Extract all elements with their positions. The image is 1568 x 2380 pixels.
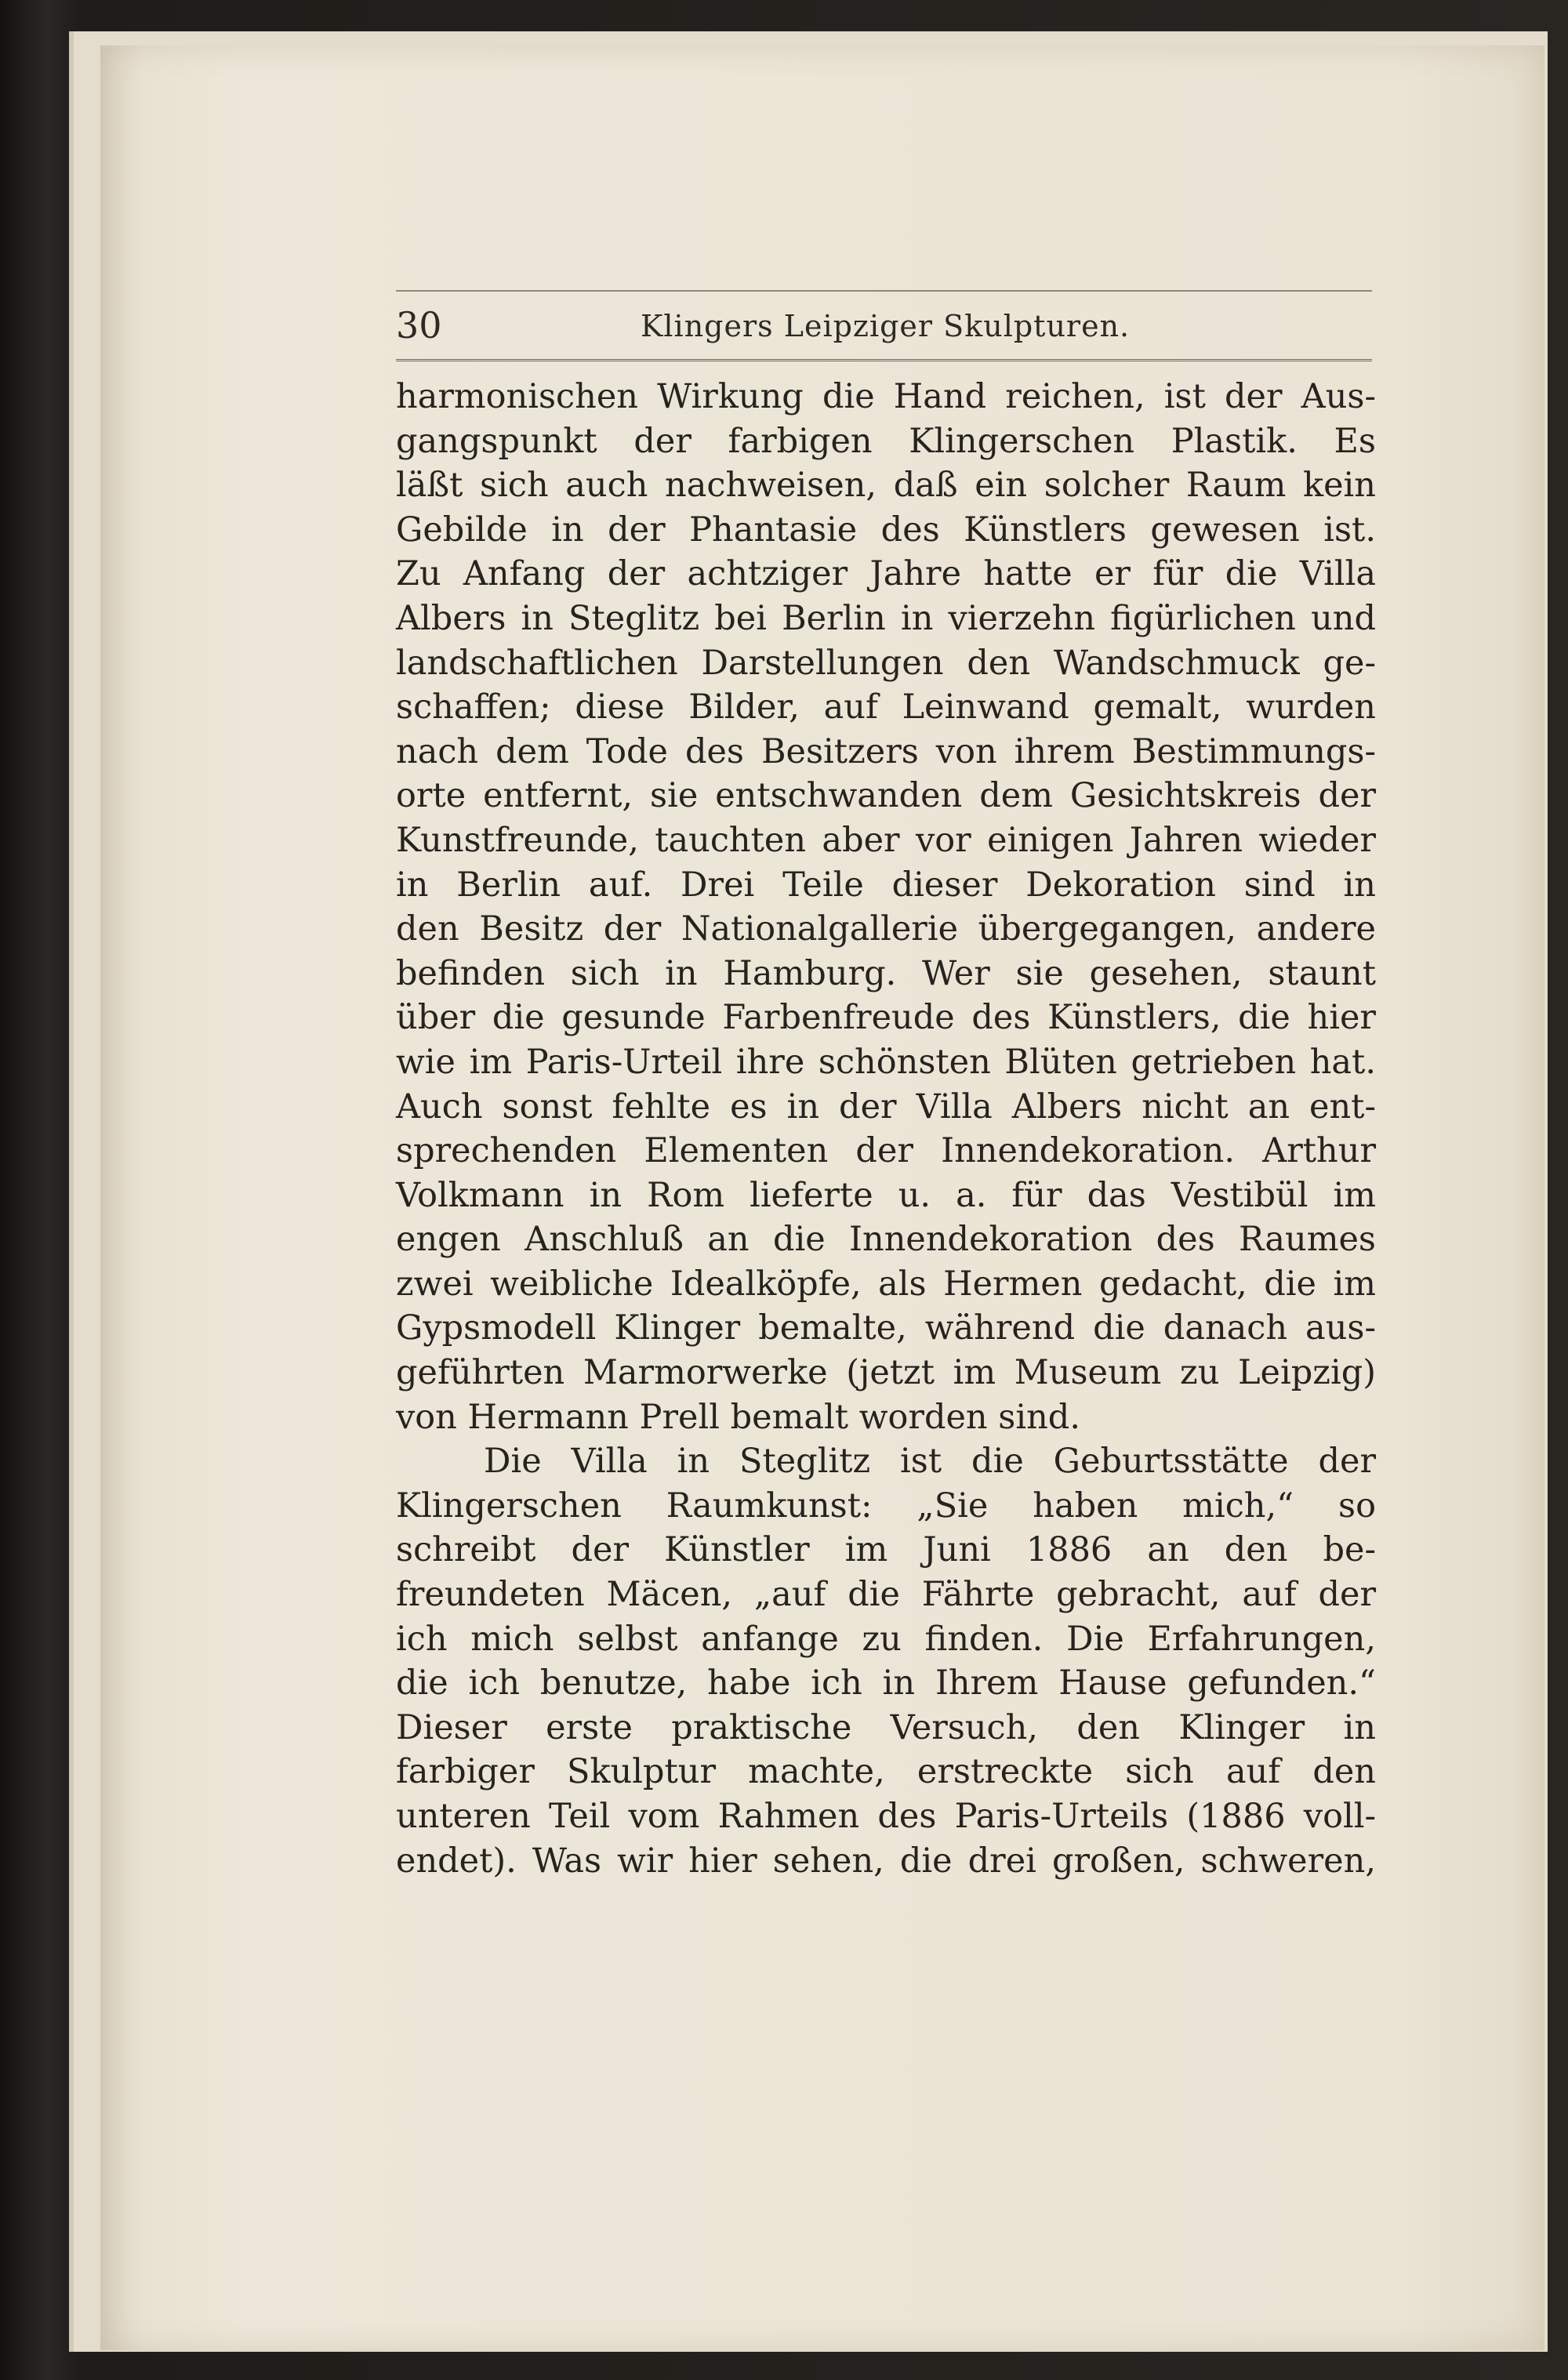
text-line: orte entfernt, sie entschwanden dem Gesichtskreis der: [396, 776, 1376, 816]
text-line: Albers in Steglitz bei Berlin in vierzehn figürlichen und: [396, 598, 1376, 638]
text-line: Dieser erste praktische Versuch, den Klinger in: [396, 1707, 1376, 1747]
text-line: Die Villa in Steglitz ist die Geburtsstätte der: [484, 1442, 1376, 1482]
text-line: Gebilde in der Phantasie des Künstlers gewesen ist.: [396, 510, 1376, 550]
text-line: befinden sich in Hamburg. Wer sie gesehen, staunt: [396, 953, 1376, 993]
body-text: [396, 375, 1376, 1883]
text-line: sprechenden Elementen der Innendekoration. Arthur: [396, 1131, 1376, 1171]
text-line: harmonischen Wirkung die Hand reichen, ist der Aus-: [396, 377, 1376, 416]
text-line: die ich benutze, habe ich in Ihrem Hause gefunden.“: [396, 1663, 1376, 1703]
text-line: zwei weibliche Idealköpfe, als Hermen gedacht, die im: [396, 1264, 1376, 1304]
text-line: Volkmann in Rom lieferte u. a. für das Vestibül im: [396, 1175, 1376, 1215]
text-line: Auch sonst fehlte es in der Villa Albers nicht an ent-: [396, 1087, 1376, 1127]
text-line: wie im Paris-Urteil ihre schönsten Blüten getrieben hat.: [396, 1042, 1376, 1082]
text-line: farbiger Skulptur machte, erstreckte sich auf den: [396, 1752, 1376, 1792]
text-line: Kunstfreunde, tauchten aber vor einigen Jahren wieder: [396, 820, 1376, 860]
text-line: von Hermann Prell bemalt worden sind.: [396, 1397, 1080, 1437]
text-line: ich mich selbst anfange zu finden. Die Erfahrungen,: [396, 1619, 1376, 1659]
text-line: unteren Teil vom Rahmen des Paris-Urteils (1886 voll-: [396, 1797, 1376, 1836]
text-line: freundeten Mäcen, „auf die Fährte gebracht, auf der: [396, 1575, 1376, 1615]
page-number: 30: [396, 304, 442, 346]
paragraph-2: [396, 1439, 1376, 1883]
text-line: nach dem Tode des Besitzers von ihrem Bestimmungs-: [396, 731, 1376, 771]
text-line: Gypsmodell Klinger bemalte, während die danach aus-: [396, 1308, 1376, 1348]
text-line: über die gesunde Farbenfreude des Künstlers, die hier: [396, 998, 1376, 1038]
running-head-title: Klingers Leipziger Skulpturen.: [641, 309, 1131, 343]
text-line: den Besitz der Nationalgallerie übergegangen, andere: [396, 909, 1376, 949]
paragraph-1: [396, 375, 1376, 1439]
text-line: engen Anschluß an die Innendekoration des Raumes: [396, 1220, 1376, 1260]
text-line: landschaftlichen Darstellungen den Wandschmuck ge-: [396, 643, 1376, 683]
text-line: läßt sich auch nachweisen, daß ein solcher Raum kein: [396, 466, 1376, 506]
text-line: in Berlin auf. Drei Teile dieser Dekoration sind in: [396, 865, 1376, 905]
text-line: gangspunkt der farbigen Klingerschen Plastik. Es: [396, 421, 1376, 461]
text-line: Klingerschen Raumkunst: „Sie haben mich,“ so: [396, 1486, 1376, 1526]
text-line: Zu Anfang der achtziger Jahre hatte er für die Villa: [396, 554, 1376, 594]
text-line: schaffen; diese Bilder, auf Leinwand gemalt, wurden: [396, 688, 1376, 727]
text-line: schreibt der Künstler im Juni 1886 an den be-: [396, 1530, 1376, 1570]
text-line: endet). Was wir hier sehen, die drei großen, schweren,: [396, 1841, 1376, 1881]
running-head: [396, 290, 1372, 361]
text-line: geführten Marmorwerke (jetzt im Museum zu Leipzig): [396, 1353, 1376, 1393]
